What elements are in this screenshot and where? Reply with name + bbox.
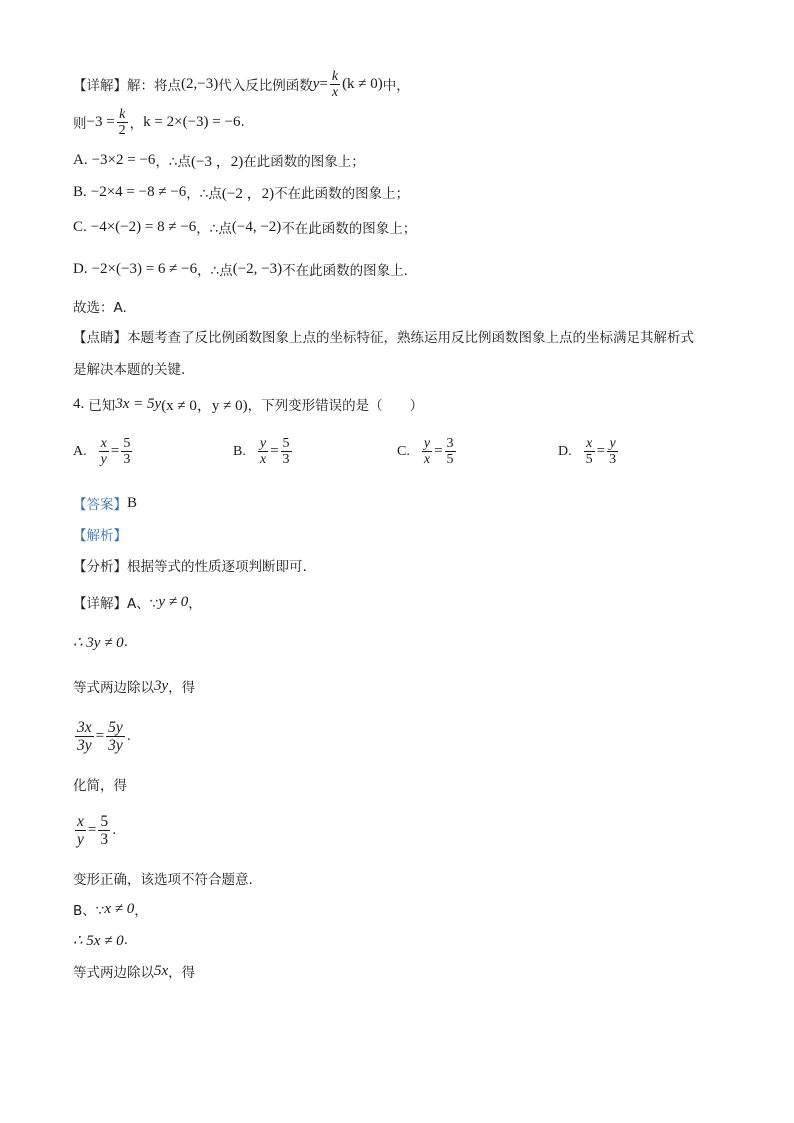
math-expr: 3x = 5y — [115, 395, 162, 412]
math-point: (−3 ，2) — [191, 153, 244, 170]
option-check-d — [73, 257, 408, 281]
option-label: D. — [73, 260, 88, 277]
step-line — [73, 772, 127, 796]
fraction-numerator: x — [77, 812, 84, 830]
text: 中， — [382, 78, 410, 94]
analysis-sub-tag: 【分析】 — [73, 559, 127, 575]
text: 是解决本题的关键. — [73, 362, 186, 378]
text: ，∴点 — [196, 221, 232, 237]
math-point: (−2 ，2) — [221, 185, 275, 202]
fraction-denominator: x — [423, 452, 431, 467]
fraction-denominator: 2 — [118, 122, 126, 138]
text: 不在此函数的图象上. — [282, 263, 408, 279]
analysis-tag: 【解析】 — [73, 528, 127, 544]
solution-line-2 — [73, 106, 245, 138]
text: . — [123, 932, 128, 948]
fraction-numerator: 5 — [282, 436, 290, 451]
text: 等式两边除以 — [73, 680, 154, 696]
option-a[interactable] — [73, 436, 134, 467]
fraction — [445, 436, 456, 467]
fraction — [75, 813, 86, 848]
math-eq: = — [87, 821, 97, 838]
text: ，下列变形错误的是（ ） — [247, 398, 424, 414]
math-point: (−4, −2) — [231, 218, 282, 235]
step-line — [73, 630, 128, 654]
remark-tag: 【点睛】 — [73, 330, 127, 346]
step-line — [73, 959, 195, 983]
detail-line — [73, 590, 202, 614]
answer-value: B — [127, 494, 138, 511]
math-expr: ∴ 3y ≠ 0 — [73, 634, 124, 651]
fraction — [422, 436, 432, 467]
math-var: y — [312, 75, 320, 92]
fraction-denominator: 3 — [282, 452, 290, 467]
option-label: B. — [73, 183, 87, 200]
text: ，∴点 — [186, 186, 222, 202]
text: B、∵ — [73, 903, 105, 919]
fenxi-line — [73, 553, 307, 577]
fraction-denominator: 3 — [123, 452, 131, 467]
fraction-numerator: 5y — [108, 718, 123, 736]
option-check-c — [73, 215, 416, 239]
fraction-denominator: y — [77, 830, 84, 848]
text: 已知 — [88, 398, 116, 414]
fraction — [607, 436, 618, 467]
fraction-numerator: x — [586, 436, 593, 451]
fraction-numerator: 3x — [77, 718, 92, 736]
fraction-denominator: 3y — [108, 736, 123, 754]
option-label: D. — [558, 443, 572, 459]
math-point: (2,−3) — [181, 75, 219, 92]
fraction-denominator: x — [259, 452, 267, 467]
detail-tag: 【详解】 — [73, 596, 127, 612]
conclusion-line — [73, 294, 127, 318]
math-expr: ∴ 5x ≠ 0 — [73, 932, 124, 949]
option-label: B. — [233, 443, 246, 459]
math-expr: −3 = — [86, 113, 115, 130]
option-label: C. — [73, 218, 87, 235]
fraction-denominator: 3y — [77, 736, 92, 754]
text: 故选：A. — [73, 300, 127, 316]
option-label: C. — [397, 443, 410, 459]
math-expr: y ≠ 0 — [158, 593, 189, 610]
solution-line-1 — [73, 68, 410, 100]
math-eq: = — [270, 443, 279, 459]
fraction-denominator: 3 — [609, 452, 617, 467]
fraction — [258, 436, 268, 467]
text: ，得 — [168, 680, 196, 696]
fraction-numerator: y — [423, 436, 431, 451]
math-expr: 3y — [154, 677, 169, 694]
fraction — [281, 436, 292, 467]
fraction-denominator: 5 — [585, 452, 593, 467]
math-expr: x ≠ 0 — [104, 900, 135, 917]
fraction-denominator: 5 — [446, 452, 454, 467]
text: 变形正确，该选项不符合题意. — [73, 872, 253, 888]
text: ， — [134, 903, 148, 919]
text: . — [112, 822, 117, 838]
text: 根据等式的性质逐项判断即可. — [127, 559, 307, 575]
option-d[interactable] — [558, 436, 620, 467]
answer-tag: 【答案】 — [73, 497, 127, 513]
math-point: (−2, −3) — [232, 260, 283, 277]
text: . — [126, 728, 132, 744]
fraction — [75, 719, 94, 754]
step-line — [73, 674, 195, 698]
step-line — [73, 897, 148, 921]
text: 在此函数的图象上； — [243, 154, 365, 170]
text: . — [240, 114, 245, 130]
step-fraction-line — [73, 810, 116, 850]
fraction-denominator: 3 — [100, 830, 109, 848]
text: A、∵ — [127, 596, 159, 612]
fraction-numerator: x — [100, 436, 107, 451]
fraction-numerator: 5 — [100, 812, 109, 830]
text: 化简，得 — [73, 778, 127, 794]
option-c[interactable] — [397, 436, 458, 467]
text: 则 — [73, 116, 87, 132]
math-eq: = — [434, 443, 443, 459]
text: 代入反比例函数 — [218, 78, 313, 94]
fraction-denominator: y — [100, 452, 107, 467]
fraction — [98, 813, 110, 848]
text: ，∴点 — [197, 263, 233, 279]
math-expr: k = 2×(−3) = −6 — [143, 113, 241, 130]
fraction-denominator: x — [331, 84, 339, 100]
option-check-a — [73, 148, 365, 172]
answer-line — [73, 491, 137, 515]
step-line — [73, 866, 253, 890]
math-expr: 5x — [154, 962, 169, 979]
fraction-numerator: k — [331, 68, 339, 84]
option-b[interactable] — [233, 436, 294, 467]
fraction — [117, 107, 128, 138]
step-line — [73, 928, 128, 952]
fraction-numerator: 3 — [446, 436, 454, 451]
detail-tag: 【详解】 — [73, 78, 127, 94]
text: 解：将点 — [127, 78, 181, 94]
math-expr: −4×(−2) = 8 ≠ −6 — [90, 218, 197, 235]
text: ， — [129, 116, 144, 132]
fraction — [121, 436, 132, 467]
fraction — [106, 719, 125, 754]
math-eq: = — [596, 443, 606, 459]
fraction-numerator: k — [119, 106, 126, 122]
fraction — [99, 436, 109, 467]
text: . — [123, 634, 128, 650]
fraction-numerator: 5 — [123, 436, 131, 451]
analysis-line — [73, 522, 127, 546]
math-expr: −3×2 = −6 — [91, 151, 156, 168]
text: 等式两边除以 — [73, 965, 154, 981]
math-expr: −2×4 = −8 ≠ −6 — [90, 183, 187, 200]
fraction-numerator: y — [609, 436, 616, 451]
text: 不在此函数的图象上； — [274, 186, 410, 202]
option-check-b — [73, 180, 409, 204]
math-eq: = — [110, 443, 120, 459]
text: ，∴点 — [155, 154, 192, 170]
fraction-numerator: y — [259, 436, 267, 451]
option-label: A. — [73, 151, 88, 168]
math-eq: = — [319, 75, 328, 92]
math-condition: (x ≠ 0，y ≠ 0) — [161, 397, 248, 414]
fraction — [584, 436, 595, 467]
remark-line-2 — [73, 356, 185, 380]
text: ， — [188, 596, 202, 612]
fraction — [330, 69, 340, 100]
math-eq: = — [95, 727, 105, 744]
math-expr: −2×(−3) = 6 ≠ −6 — [91, 260, 198, 277]
text: 不在此函数的图象上； — [281, 221, 417, 237]
question-4-stem — [73, 392, 423, 416]
remark-line-1 — [73, 324, 694, 348]
text: 本题考查了反比例函数图象上点的坐标特征，熟练运用反比例函数图象上点的坐标满足其解析式 — [127, 330, 694, 346]
math-condition: (k ≠ 0) — [342, 75, 383, 92]
option-label: A. — [73, 443, 87, 459]
question-number: 4. — [73, 395, 85, 412]
step-fraction-line — [73, 716, 131, 756]
text: ，得 — [168, 965, 196, 981]
